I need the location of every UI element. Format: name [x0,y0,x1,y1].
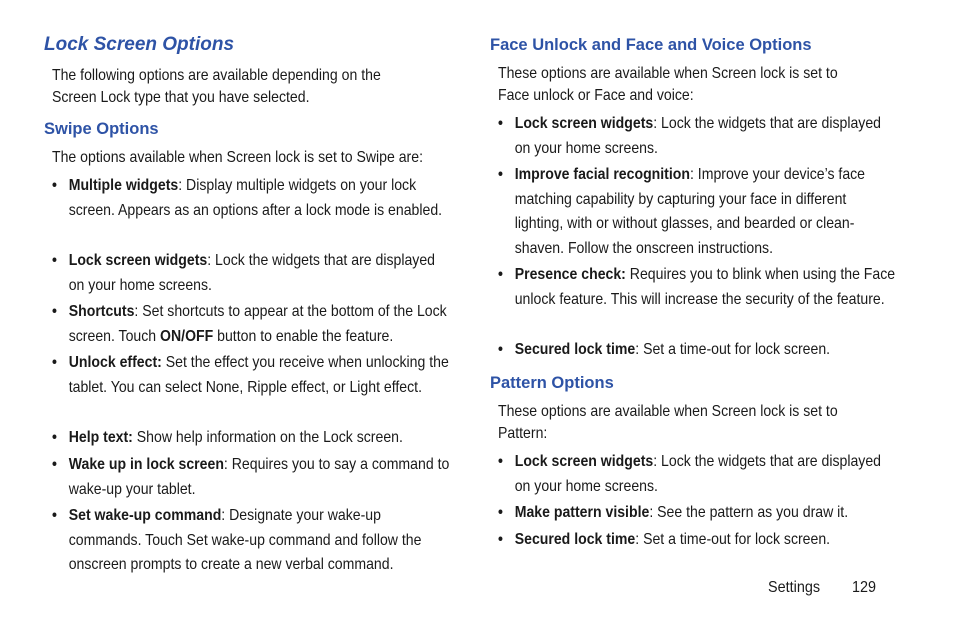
page-number: 129 [852,579,877,596]
list-item: • Lock screen widgets: Lock the widgets that are displayed on your home screens. [498,453,881,495]
list-item: • Secured lock time: Set a time-out for lock screen. [498,531,831,548]
face-options-heading: Face Unlock and Face and Voice Options [490,36,812,54]
list-item: • Lock screen widgets: Lock the widgets that are displayed on your home screens. [52,252,435,294]
list-item: • Shortcuts: Set shortcuts to appear at the bottom of the Lock screen. Touch ON/OFF button to enable the feature. [52,303,447,345]
intro-line-2: Screen Lock type that you have selected. [52,89,310,106]
list-item: • Presence check: Requires you to blink when using the Face unlock feature. This will increase the security of the feature. [498,266,896,308]
swipe-options-heading: Swipe Options [44,120,159,138]
footer-section-label: Settings [768,579,821,596]
list-item: • Help text: Show help information on the Lock screen. [52,429,403,446]
list-item: • Secured lock time: Set a time-out for lock screen. [498,341,831,358]
list-item: • Multiple widgets: Display multiple widgets on your lock screen. Appears as an options after a lock mode is enabled. [52,177,443,219]
intro-line-1: The following options are available depending on the [52,67,381,84]
pattern-options-heading: Pattern Options [490,374,614,392]
list-item: • Lock screen widgets: Lock the widgets that are displayed on your home screens. [498,115,881,157]
list-item: • Wake up in lock screen: Requires you to say a command to wake-up your tablet. [52,456,450,498]
intro-paragraph [52,65,457,109]
page-title: Lock Screen Options [44,34,235,55]
list-item: • Unlock effect: Set the effect you receive when unlocking the tablet. You can select None, Ripple effect, or Light effect. [52,354,449,396]
swipe-intro: The options available when Screen lock is set to Swipe are: [52,149,423,166]
list-item: • Improve facial recognition: Improve your device’s face matching capability by capturing your face in different lighting, with or without glasses, and bearded or clean-shaven. Follow the onscreen instructions. [498,166,866,257]
list-item: • Set wake-up command: Designate your wake-up commands. Touch Set wake-up command and follow the onscreen prompts to create a new verbal command. [52,507,422,573]
pattern-intro: These options are available when Screen lock is set to Pattern: [498,403,838,442]
face-intro: These options are available when Screen lock is set to Face unlock or Face and voice: [498,65,838,104]
list-item: • Make pattern visible: See the pattern as you draw it. [498,504,849,521]
